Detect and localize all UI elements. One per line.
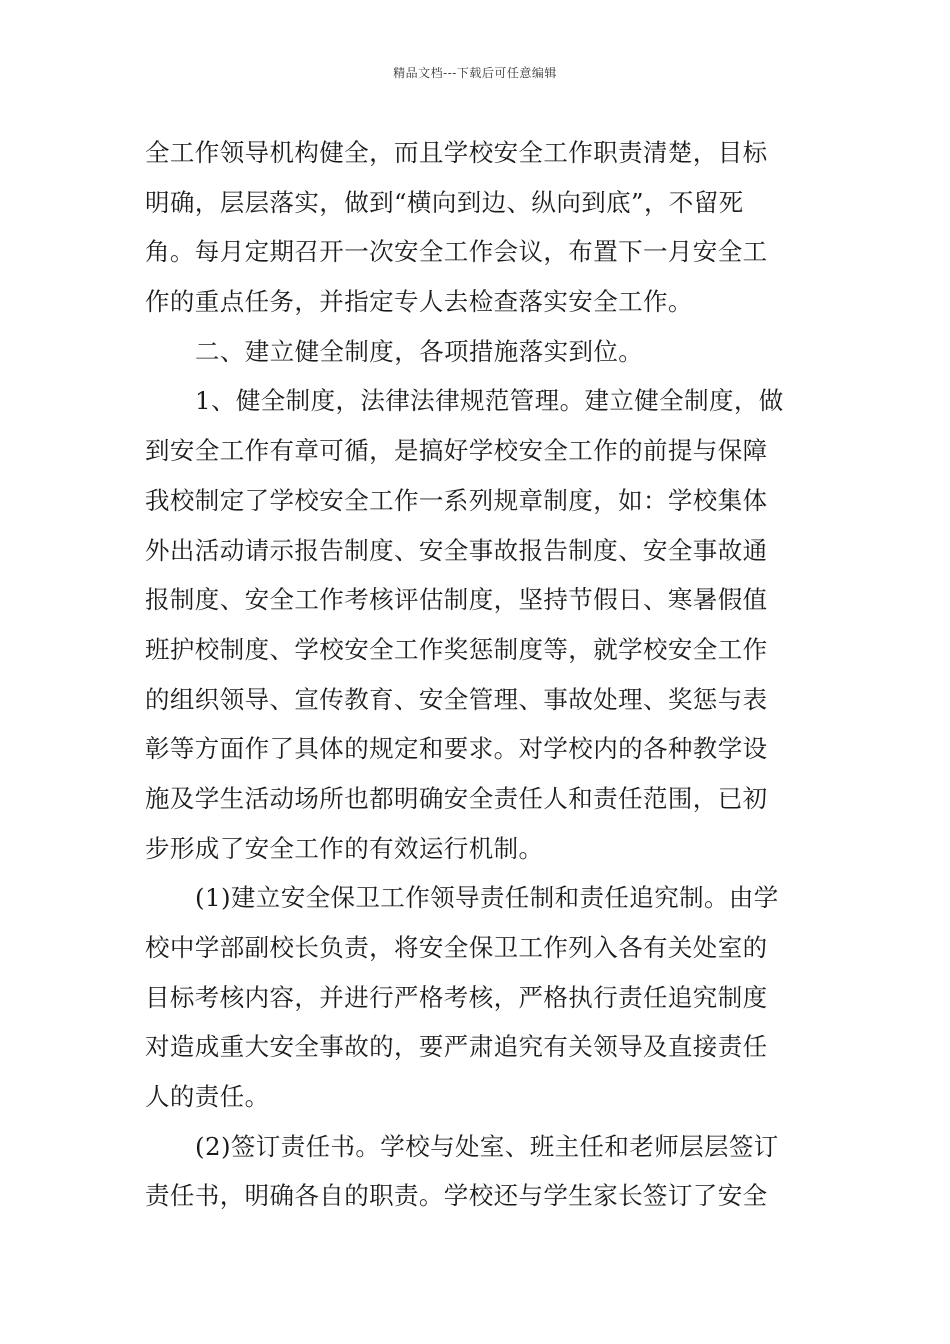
text-line: 我校制定了学校安全工作一系列规章制度，如：学校集体 [145,485,768,515]
text-line: 作的重点任务，并指定专人去检查落实安全工作。 [145,287,693,317]
text-line: 报制度、安全工作考核评估制度，坚持节假日、寒暑假值 [145,585,768,615]
text-line: (1)建立安全保卫工作领导责任制和责任追究制。由学 [195,883,779,913]
text-line: 班护校制度、学校安全工作奖惩制度等，就学校安全工作 [145,634,768,664]
text-line: 施及学生活动场所也都明确安全责任人和责任范围，已初 [145,783,768,813]
text-line: (2)签订责任书。学校与处室、班主任和老师层层签订 [195,1131,779,1161]
page-header: 精品文档---下载后可任意编辑 [393,66,557,80]
text-line: 到安全工作有章可循，是搞好学校安全工作的前提与保障 [145,436,768,466]
text-line: 校中学部副校长负责，将安全保卫工作列入各有关处室的 [145,933,768,962]
section-heading: 二、建立健全制度，各项措施落实到位。 [195,336,644,366]
text-line: 人的责任。 [145,1082,270,1112]
text-line: 的组织领导、宣传教育、安全管理、事故处理、奖惩与表 [145,684,768,714]
text-line: 步形成了安全工作的有效运行机制。 [145,833,544,863]
text-line: 责任书，明确各自的职责。学校还与学生家长签订了安全 [145,1181,768,1211]
text-line: 目标考核内容，并进行严格考核，严格执行责任追究制度 [145,982,768,1012]
text-line: 外出活动请示报告制度、安全事故报告制度、安全事故通 [145,535,768,565]
text-line: 1、健全制度，法律法律规范管理。建立健全制度，做 [195,386,784,416]
text-line: 对造成重大安全事故的，要严肃追究有关领导及直接责任 [145,1032,768,1062]
text-line: 彰等方面作了具体的规定和要求。对学校内的各种教学设 [145,734,768,764]
text-line: 明确，层层落实，做到“横向到边、纵向到底”，不留死 [145,187,744,217]
text-line: 角。每月定期召开一次安全工作会议，布置下一月安全工 [145,237,768,267]
document-body [145,128,810,1221]
text-line: 全工作领导机构健全，而且学校安全工作职责清楚，目标 [145,138,768,167]
